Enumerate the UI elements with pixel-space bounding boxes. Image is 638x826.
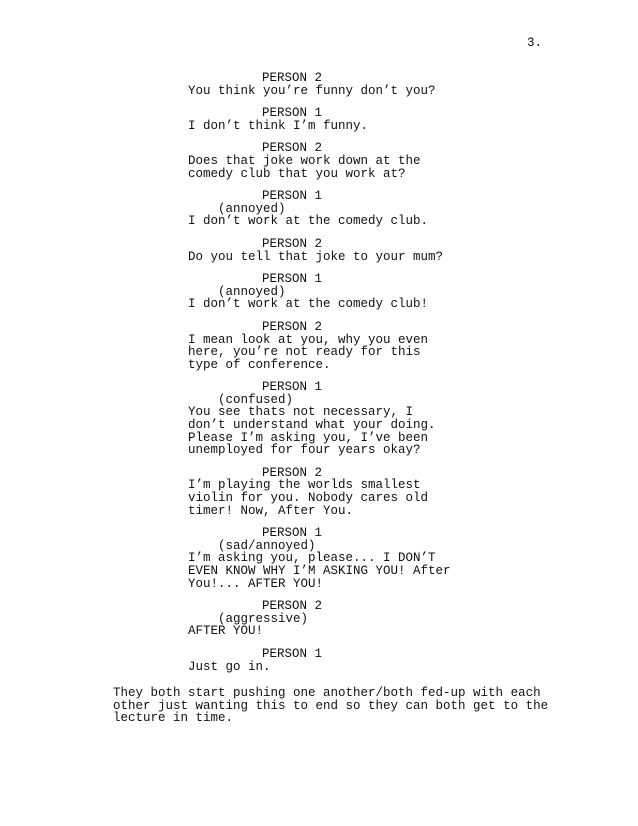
dialogue-block xyxy=(0,600,638,638)
dialogue-block xyxy=(0,142,638,180)
dialogue-line: Do you tell that joke to your mum? xyxy=(188,249,444,264)
dialogue-block xyxy=(0,238,638,263)
dialogue-block xyxy=(0,648,638,673)
action-line: other just wanting this to end so they can both get to the xyxy=(113,698,549,713)
dialogue-line: timer! Now, After You. xyxy=(188,503,354,518)
parenthetical: (aggressive) xyxy=(218,611,309,626)
dialogue-line: type of conference. xyxy=(188,357,331,372)
parenthetical: (confused) xyxy=(218,392,294,407)
dialogue-block xyxy=(0,527,638,590)
character-name: PERSON 1 xyxy=(262,272,323,287)
dialogue-line: comedy club that you work at? xyxy=(188,166,406,181)
dialogue-line: don’t understand what your doing. xyxy=(188,418,436,433)
dialogue-line: Please I’m asking you, I’ve been xyxy=(188,430,429,445)
dialogue-line: unemployed for four years okay? xyxy=(188,443,421,458)
dialogue-block xyxy=(0,467,638,517)
dialogue-line: I’m playing the worlds smallest xyxy=(188,478,421,493)
dialogue-line: AFTER YOU! xyxy=(188,624,264,639)
action-line: They both start pushing one another/both fed-up with each xyxy=(113,686,541,701)
character-name: PERSON 2 xyxy=(262,319,323,334)
character-name: PERSON 1 xyxy=(262,189,323,204)
dialogue-line: I’m asking you, please... I DON’T xyxy=(188,551,436,566)
action-line: lecture in time. xyxy=(113,711,234,726)
character-name: PERSON 2 xyxy=(262,599,323,614)
character-name: PERSON 2 xyxy=(262,71,323,85)
dialogue-block xyxy=(0,273,638,311)
dialogue-block xyxy=(0,72,638,97)
character-name: PERSON 1 xyxy=(262,526,323,541)
parenthetical: (annoyed) xyxy=(218,284,286,299)
dialogue-line: Does that joke work down at the xyxy=(188,153,421,168)
action-paragraph xyxy=(0,687,638,725)
dialogue-line: I don’t work at the comedy club! xyxy=(188,297,429,312)
dialogue-block xyxy=(0,107,638,132)
dialogue-line: I don’t work at the comedy club. xyxy=(188,214,429,229)
dialogue-line: You!... AFTER YOU! xyxy=(188,576,324,591)
dialogue-line: here, you’re not ready for this xyxy=(188,345,421,360)
character-name: PERSON 2 xyxy=(262,141,323,156)
dialogue-line: I mean look at you, why you even xyxy=(188,332,429,347)
dialogue-block xyxy=(0,190,638,228)
dialogue-line: EVEN KNOW WHY I’M ASKING YOU! After xyxy=(188,564,451,578)
parenthetical: (sad/annoyed) xyxy=(218,538,316,553)
dialogue-block xyxy=(0,321,638,371)
dialogue-line: Just go in. xyxy=(188,659,271,674)
character-name: PERSON 2 xyxy=(262,236,323,251)
screenplay-body xyxy=(0,72,638,725)
dialogue-line: I don’t think I’m funny. xyxy=(188,118,369,133)
character-name: PERSON 1 xyxy=(262,380,323,395)
dialogue-line: violin for you. Nobody cares old xyxy=(188,491,429,506)
character-name: PERSON 1 xyxy=(262,646,323,661)
page-number: 3. xyxy=(526,36,542,50)
character-name: PERSON 1 xyxy=(262,106,323,121)
parenthetical: (annoyed) xyxy=(218,201,286,216)
dialogue-line: You see thats not necessary, I xyxy=(188,405,414,420)
character-name: PERSON 2 xyxy=(262,465,323,480)
dialogue-block xyxy=(0,381,638,457)
dialogue-line: You think you’re funny don’t you? xyxy=(188,83,436,98)
